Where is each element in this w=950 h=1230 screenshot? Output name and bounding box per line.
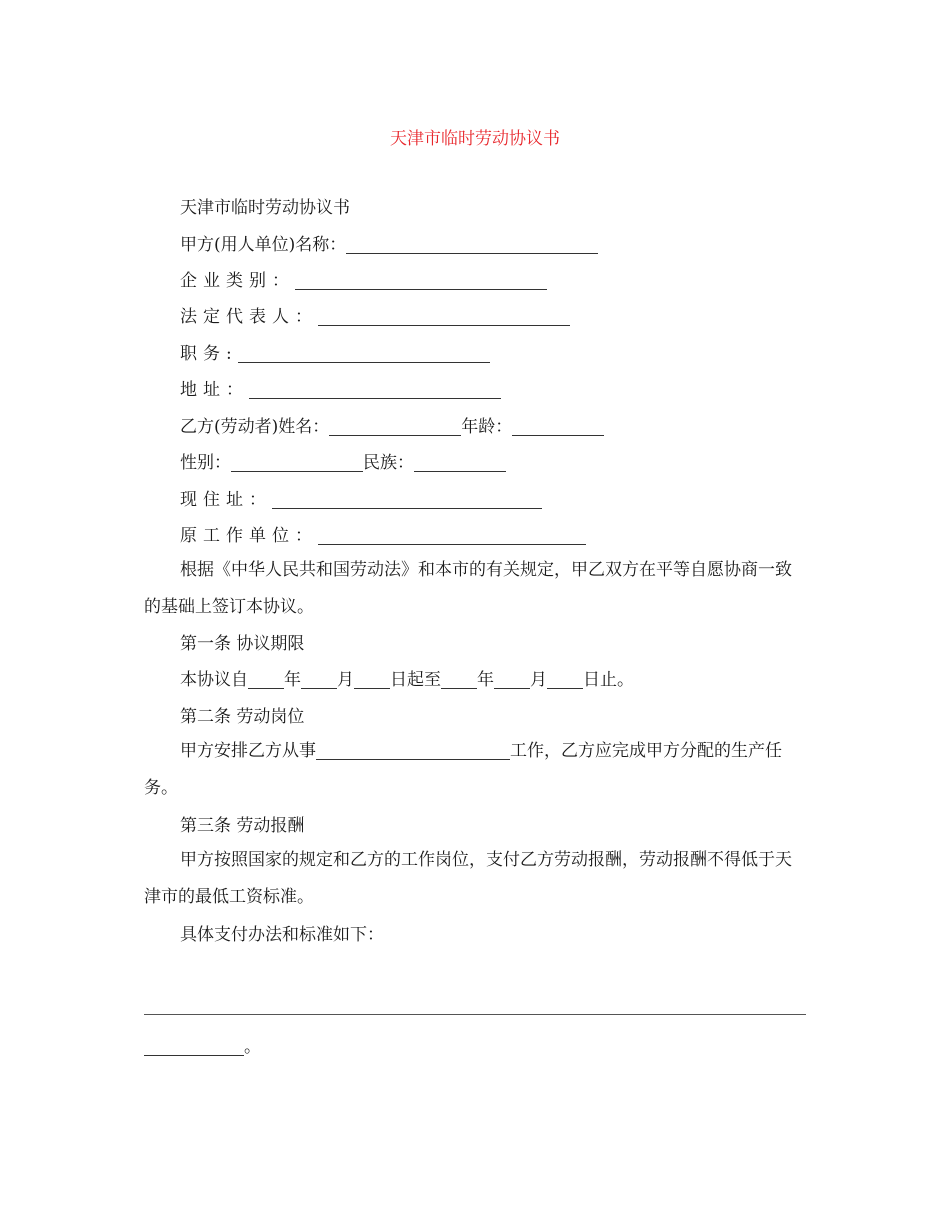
gender-label: 性别： [180, 453, 231, 473]
ethnicity-blank [414, 453, 506, 472]
year-label: 年 [284, 670, 301, 690]
current-address-line [180, 489, 542, 511]
job-blank [316, 741, 510, 760]
gender-line [180, 452, 506, 474]
worker-line [180, 416, 604, 438]
tail-period: 。 [244, 1037, 261, 1057]
payment-detail-line: 具体支付办法和标准如下： [180, 925, 384, 945]
payment-detail-tail [144, 1036, 261, 1058]
employer-name-line [180, 234, 598, 256]
position-line [180, 343, 490, 365]
position-label: 职务: [180, 344, 238, 364]
ethnicity-label: 民族： [363, 453, 414, 473]
day-from-label: 日起至 [390, 670, 441, 690]
former-employer-line [180, 525, 586, 547]
end-day-blank [547, 670, 583, 689]
enterprise-type-label: 企业类别： [180, 271, 295, 291]
doc-heading: 天津市临时劳动协议书 [180, 198, 350, 218]
gender-blank [231, 453, 363, 472]
legal-rep-label: 法定代表人： [180, 307, 318, 327]
current-address-label: 现住址： [180, 490, 272, 510]
position-blank [238, 344, 490, 363]
article2-title: 第二条 劳动岗位 [180, 707, 305, 727]
article1-term-line [180, 669, 634, 691]
article2-paragraph [144, 733, 806, 807]
age-label: 年龄： [461, 417, 513, 437]
legal-rep-line [180, 306, 570, 328]
enterprise-type-line [180, 270, 547, 292]
legal-rep-blank [318, 307, 570, 326]
intro-paragraph: 根据《中华人民共和国劳动法》和本市的有关规定，甲乙双方在平等自愿协商一致的基础上签订本协议。 [144, 560, 792, 617]
former-employer-label: 原工作单位： [180, 526, 318, 546]
start-day-blank [354, 670, 390, 689]
document-title: 天津市临时劳动协议书 [390, 129, 560, 149]
month-label: 月 [337, 670, 354, 690]
worker-name-label: 乙方(劳动者)姓名： [180, 417, 330, 437]
address-label: 地址： [180, 380, 249, 400]
address-blank [249, 380, 501, 399]
current-address-blank [272, 490, 542, 509]
month-label: 月 [530, 670, 547, 690]
worker-name-blank [329, 417, 461, 436]
article3-title: 第三条 劳动报酬 [180, 816, 305, 836]
payment-detail-blank-line [144, 1014, 806, 1015]
employer-name-blank [346, 235, 598, 254]
term-text: 本协议自 [180, 670, 248, 690]
end-year-blank [441, 670, 477, 689]
end-month-blank [494, 670, 530, 689]
article2-text-b: 工作，乙方应完成甲方分配的生产任务。 [144, 741, 782, 798]
article2-text-a: 甲方安排乙方从事 [180, 741, 316, 761]
day-end-label: 日止。 [583, 670, 634, 690]
age-blank [512, 417, 604, 436]
employer-name-label: 甲方(用人单位)名称： [180, 235, 347, 255]
former-employer-blank [318, 526, 586, 545]
enterprise-type-blank [295, 271, 547, 290]
article3-paragraph: 甲方按照国家的规定和乙方的工作岗位，支付乙方劳动报酬，劳动报酬不得低于天津市的最低工资标准。 [144, 850, 792, 907]
start-year-blank [248, 670, 284, 689]
start-month-blank [301, 670, 337, 689]
article1-title: 第一条 协议期限 [180, 634, 305, 654]
address-line [180, 379, 501, 401]
year-label: 年 [477, 670, 494, 690]
payment-detail-blank [144, 1037, 244, 1056]
